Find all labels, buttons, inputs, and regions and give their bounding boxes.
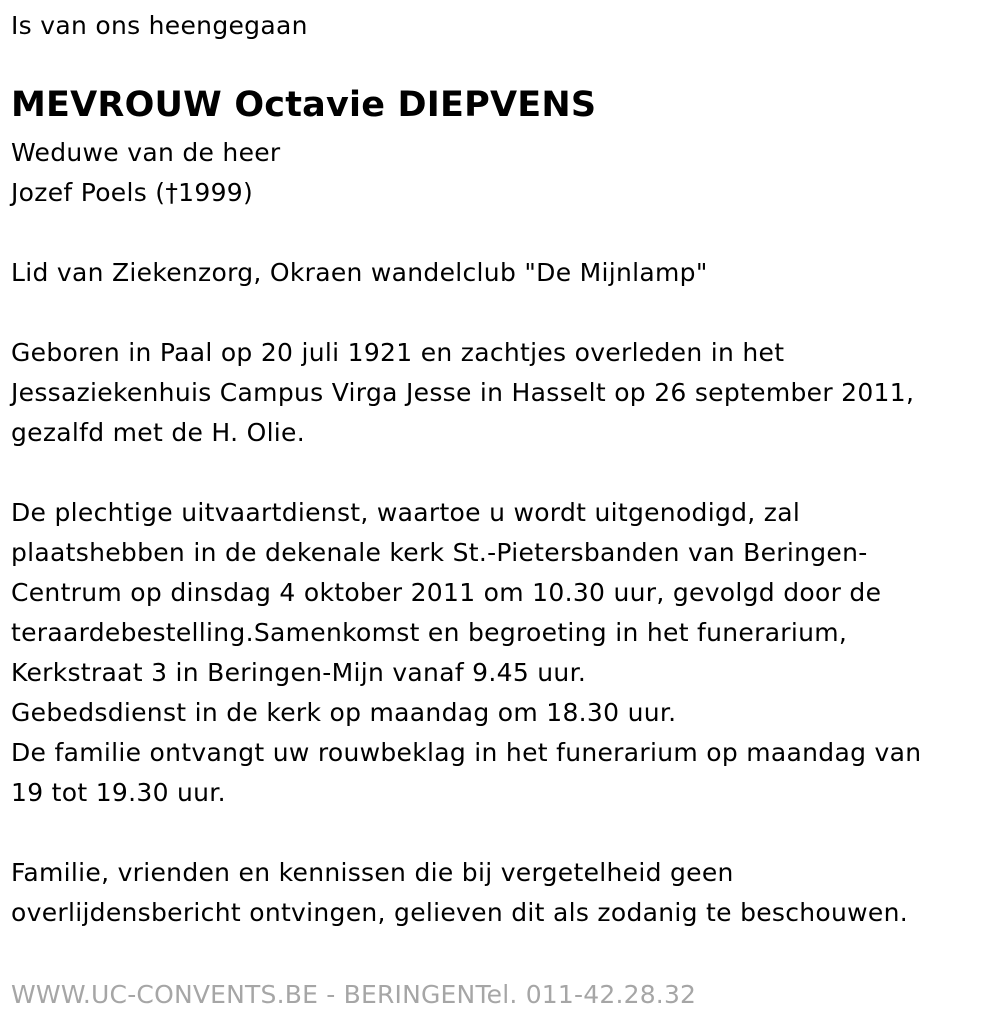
birth-death-line: gezalfd met de H. Olie. [11,418,305,447]
funeral-line: 19 tot 19.30 uur. [11,778,226,807]
intro-text: Is van ons heengegaan [11,11,308,40]
spouse-line: Weduwe van de heer [11,138,281,167]
funeral-line: teraardebestelling.Samenkomst en begroeting in het funerarium, [11,618,848,647]
deceased-name: MEVROUW Octavie DIEPVENS [11,85,597,125]
spouse-line: Jozef Poels (†1999) [11,178,254,207]
funeral-line: Gebedsdienst in de kerk op maandag om 18.30 uur. [11,698,677,727]
funeral-paragraph [11,493,921,813]
funeral-line: De plechtige uitvaartdienst, waartoe u wordt uitgenodigd, zal [11,498,801,527]
birth-death-paragraph [11,333,914,453]
funeral-line: Centrum op dinsdag 4 oktober 2011 om 10.30 uur, gevolgd door de [11,578,882,607]
funeral-line: Kerkstraat 3 in Beringen-Mijn vanaf 9.45 uur. [11,658,587,687]
closing-paragraph [11,853,908,933]
membership-paragraph [11,253,708,293]
footer-contact: WWW.UC-CONVENTS.BE - BERINGENTel. 011-42.28.32 [11,980,697,1009]
closing-line: Familie, vrienden en kennissen die bij vergetelheid geen [11,858,734,887]
funeral-line: De familie ontvangt uw rouwbeklag in het funerarium op maandag van [11,738,922,767]
spouse-paragraph [11,133,281,213]
funeral-line: plaatshebben in de dekenale kerk St.-Pietersbanden van Beringen- [11,538,868,567]
birth-death-line: Jessaziekenhuis Campus Virga Jesse in Hasselt op 26 september 2011, [11,378,915,407]
membership-line: Lid van Ziekenzorg, Okraen wandelclub "De Mijnlamp" [11,258,708,287]
closing-line: overlijdensbericht ontvingen, gelieven dit als zodanig te beschouwen. [11,898,908,927]
birth-death-line: Geboren in Paal op 20 juli 1921 en zachtjes overleden in het [11,338,785,367]
